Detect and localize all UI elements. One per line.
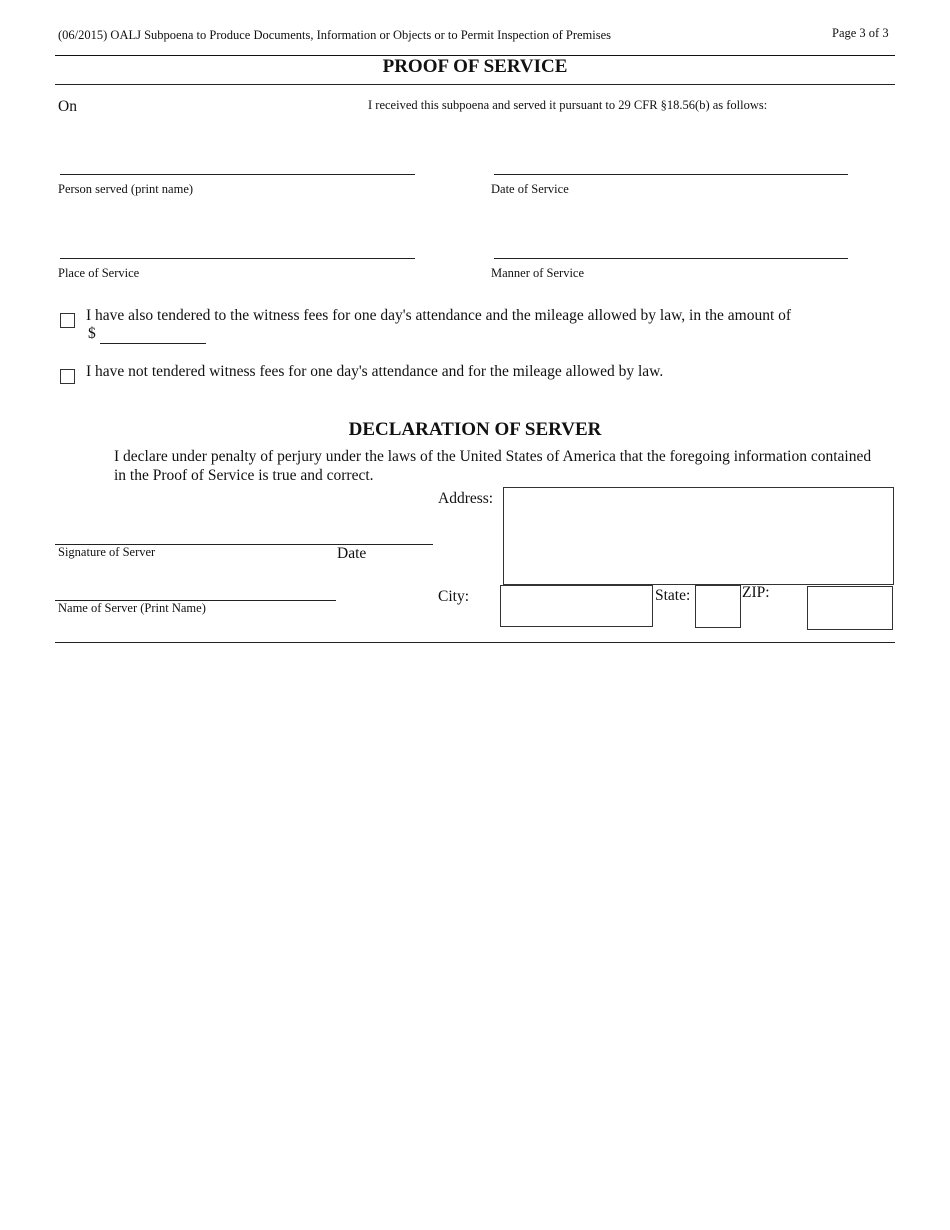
dollar-sign: $ [88, 325, 96, 342]
on-label: On [58, 98, 77, 115]
address-field[interactable] [503, 487, 894, 585]
not-tendered-fees-checkbox[interactable] [60, 369, 75, 384]
person-served-field[interactable] [60, 174, 415, 175]
page-number: Page 3 of 3 [832, 26, 889, 40]
state-field[interactable] [695, 585, 741, 628]
declaration-text: I declare under penalty of perjury under the laws of the United States of America that the foregoing information contained in the Proof of Service is true and correct. [114, 448, 872, 484]
date-of-service-label: Date of Service [491, 182, 569, 196]
address-label: Address: [438, 490, 494, 507]
city-field[interactable] [500, 585, 653, 627]
date-label: Date [337, 545, 367, 562]
tendered-fees-text: I have also tendered to the witness fees for one day's attendance and the mileage allowed by law, in the amount of [86, 307, 792, 324]
person-served-label: Person served (print name) [58, 182, 194, 196]
zip-field[interactable] [807, 586, 893, 630]
zip-label: ZIP: [742, 584, 770, 601]
signature-label: Signature of Server [58, 545, 156, 559]
manner-of-service-label: Manner of Service [491, 266, 585, 280]
not-tendered-fees-text: I have not tendered witness fees for one day's attendance and for the mileage allowed by law. [86, 363, 664, 380]
place-of-service-field[interactable] [60, 258, 415, 259]
bottom-rule [55, 642, 895, 643]
received-text: I received this subpoena and served it pursuant to 29 CFR §18.56(b) as follows: [368, 98, 768, 112]
server-name-label: Name of Server (Print Name) [58, 601, 206, 615]
state-label: State: [655, 587, 691, 604]
declaration-title: DECLARATION OF SERVER [348, 419, 602, 440]
place-of-service-label: Place of Service [58, 266, 140, 280]
proof-of-service-title: PROOF OF SERVICE [382, 56, 568, 77]
fee-amount-field[interactable] [100, 343, 206, 344]
tendered-fees-checkbox[interactable] [60, 313, 75, 328]
city-label: City: [438, 588, 470, 605]
date-of-service-field[interactable] [494, 174, 848, 175]
form-title: (06/2015) OALJ Subpoena to Produce Documents, Information or Objects or to Permit Inspection of Premises [58, 28, 612, 42]
manner-of-service-field[interactable] [494, 258, 848, 259]
title-rule [55, 84, 895, 85]
